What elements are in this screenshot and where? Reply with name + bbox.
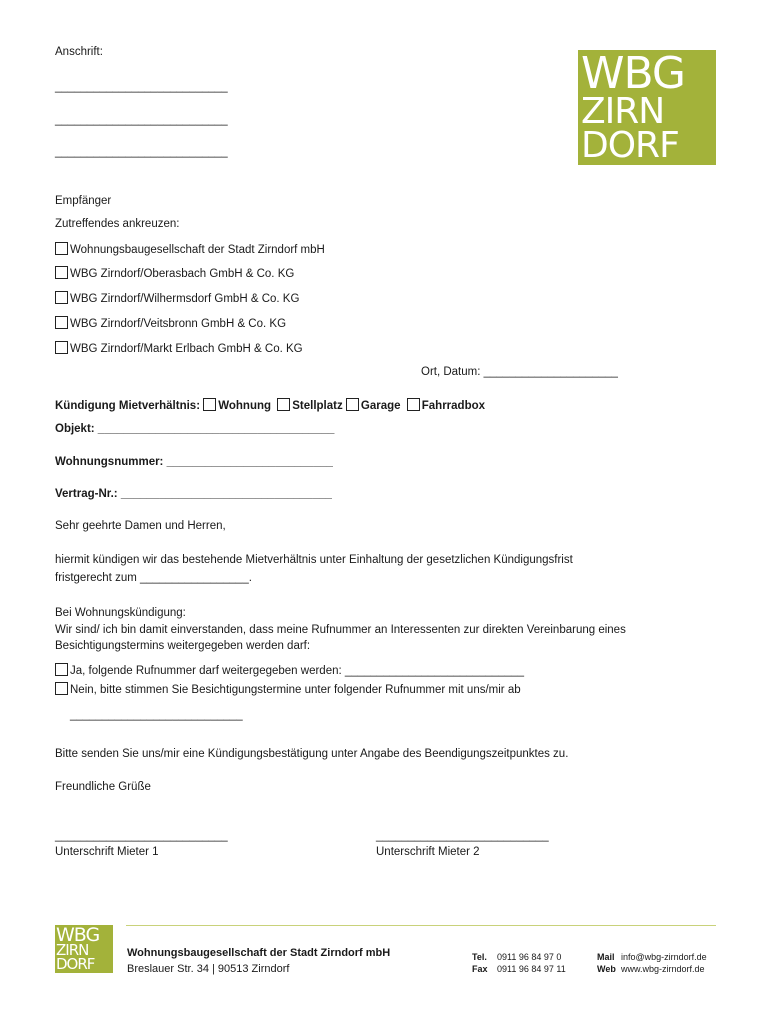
sender-address-line-3[interactable]: ___________________________ — [55, 146, 228, 158]
recipient-option-label: Wohnungsbaugesellschaft der Stadt Zirndorf mbH — [70, 244, 325, 256]
checkbox[interactable] — [55, 341, 68, 354]
apartment-number-field[interactable]: Wohnungsnummer: __________________________ — [55, 456, 333, 468]
footer-tel: 0911 96 84 97 0 — [497, 952, 562, 962]
checkbox-garage[interactable] — [346, 398, 359, 411]
footer-mail-label: Mail — [597, 952, 615, 962]
consent-text-line-1: Wir sind/ ich bin damit einverstanden, dass meine Rufnummer an Interessenten zur direkten Vereinbarung eines — [55, 624, 626, 636]
termination-text-line-1: hiermit kündigen wir das bestehende Mietverhältnis unter Einhaltung der gesetzlichen Kündigungsfrist — [55, 554, 573, 566]
checkbox-wohnung[interactable] — [203, 398, 216, 411]
phone-number-field[interactable]: ___________________________ — [70, 709, 243, 721]
footer-mail-link[interactable]: info@wbg-zirndorf.de — [621, 952, 707, 962]
sender-address-line-2[interactable]: ___________________________ — [55, 114, 228, 126]
footer-fax: 0911 96 84 97 11 — [497, 964, 566, 974]
recipient-option-5[interactable] — [55, 341, 303, 355]
recipient-option-3[interactable] — [55, 291, 299, 305]
salutation: Sehr geehrte Damen und Herren, — [55, 520, 226, 532]
termination-type-row — [55, 398, 485, 412]
recipient-option-label: WBG Zirndorf/Markt Erlbach GmbH & Co. KG — [70, 343, 303, 355]
confirmation-request: Bitte senden Sie uns/mir eine Kündigungsbestätigung unter Angabe des Beendigungszeitpunktes zu. — [55, 748, 569, 760]
checkbox[interactable] — [55, 316, 68, 329]
checkbox[interactable] — [55, 291, 68, 304]
recipient-label: Empfänger — [55, 195, 112, 207]
place-date-field[interactable]: Ort, Datum: _____________________ — [421, 366, 618, 378]
checkbox[interactable] — [55, 682, 68, 695]
termination-type-wohnung: Wohnung — [218, 400, 272, 412]
termination-date-field[interactable]: fristgerecht zum _________________. — [55, 572, 252, 584]
recipient-option-label: WBG Zirndorf/Oberasbach GmbH & Co. KG — [70, 268, 295, 280]
recipient-option-1[interactable] — [55, 242, 325, 256]
consent-option-no[interactable] — [55, 682, 521, 696]
checkbox[interactable] — [55, 266, 68, 279]
recipient-instruction: Zutreffendes ankreuzen: — [55, 218, 180, 230]
footer-company-name: Wohnungsbaugesellschaft der Stadt Zirndorf mbH — [127, 947, 391, 959]
logo-text-dorf: DORF — [581, 125, 679, 165]
recipient-option-label: WBG Zirndorf/Wilhermsdorf GmbH & Co. KG — [70, 293, 300, 305]
signature-line-1[interactable]: ___________________________ — [55, 830, 228, 842]
termination-type-garage: Garage — [360, 400, 401, 412]
footer-divider — [126, 925, 716, 926]
footer-logo-text-zirn: ZIRN — [56, 941, 89, 959]
apartment-termination-label: Bei Wohnungskündigung: — [55, 607, 186, 619]
termination-type-fahrradbox: Fahrradbox — [421, 400, 486, 412]
sender-address-label: Anschrift: — [55, 46, 103, 58]
checkbox-stellplatz[interactable] — [277, 398, 290, 411]
consent-option-no-label: Nein, bitte stimmen Sie Besichtigungstermine unter folgender Rufnummer mit uns/mir ab — [70, 684, 521, 696]
footer-fax-label: Fax — [472, 964, 488, 974]
termination-type-stellplatz: Stellplatz — [292, 400, 343, 412]
termination-label: Kündigung Mietverhältnis: — [55, 400, 201, 412]
footer-web-link[interactable]: www.wbg-zirndorf.de — [621, 964, 705, 974]
checkbox[interactable] — [55, 663, 68, 676]
footer-address: Breslauer Str. 34 | 90513 Zirndorf — [127, 963, 290, 975]
consent-text-line-2: Besichtigungstermins weitergegeben werden darf: — [55, 640, 311, 652]
logo-text-wbg: WBG — [581, 50, 686, 99]
recipient-option-2[interactable] — [55, 266, 294, 280]
sender-address-line-1[interactable]: ___________________________ — [55, 81, 228, 93]
checkbox[interactable] — [55, 242, 68, 255]
consent-option-yes-label: Ja, folgende Rufnummer darf weitergegeben werden: ____________________________ — [70, 665, 524, 677]
signature-label-1: Unterschrift Mieter 1 — [55, 846, 159, 858]
signature-line-2[interactable]: ___________________________ — [376, 830, 549, 842]
object-field[interactable]: Objekt: _____________________________________ — [55, 423, 335, 435]
footer-web-label: Web — [597, 964, 616, 974]
footer-logo — [55, 925, 113, 973]
footer-tel-label: Tel. — [472, 952, 487, 962]
recipient-option-4[interactable] — [55, 316, 286, 330]
signature-label-2: Unterschrift Mieter 2 — [376, 846, 480, 858]
wbg-zirndorf-logo — [578, 50, 716, 165]
closing: Freundliche Grüße — [55, 781, 151, 793]
logo-text-zirn: ZIRN — [581, 91, 665, 132]
footer-logo-text-dorf: DORF — [56, 955, 95, 973]
contract-number-field[interactable]: Vertrag-Nr.: _________________________________ — [55, 488, 332, 500]
recipient-option-label: WBG Zirndorf/Veitsbronn GmbH & Co. KG — [70, 318, 287, 330]
consent-option-yes[interactable] — [55, 663, 524, 677]
checkbox-fahrradbox[interactable] — [407, 398, 420, 411]
footer-logo-text-wbg: WBG — [56, 925, 100, 946]
